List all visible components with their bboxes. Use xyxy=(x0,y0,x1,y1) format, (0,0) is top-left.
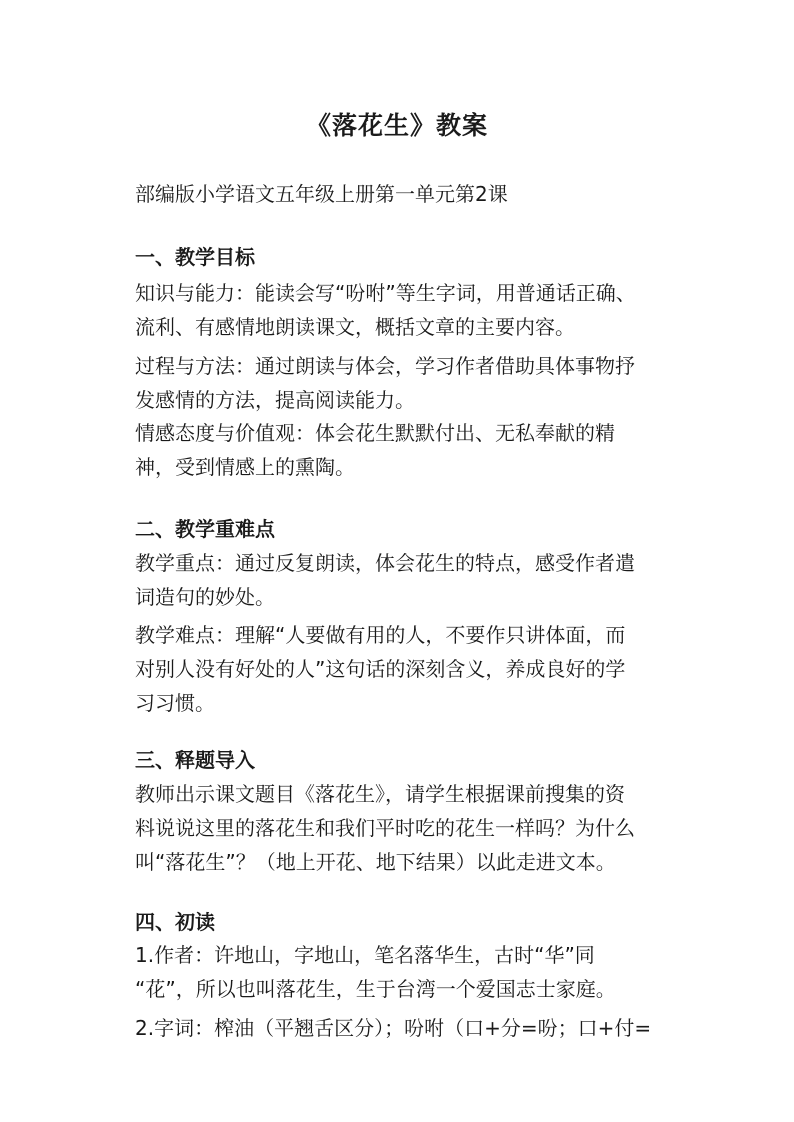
text-line: 教学难点：理解“人要做有用的人，不要作只讲体面，而 xyxy=(135,623,626,647)
text-line: 叫“落花生”？（地上开花、地下结果）以此走进文本。 xyxy=(135,850,616,874)
text-line: 知识与能力：能读会写“吩咐”等生字词，用普通话正确、 xyxy=(135,281,636,305)
section-heading-first-reading: 四、初读 xyxy=(135,910,215,934)
document-title: 《落花生》教案 xyxy=(305,111,488,140)
text-line: 2.字词：榨油（平翘舌区分）；吩咐（口+分=吩；口+付= xyxy=(135,1016,652,1040)
paragraph-vocabulary xyxy=(135,1011,705,1045)
text-line: 情感态度与价值观：体会花生默默付出、无私奉献的精 xyxy=(135,421,615,445)
paragraph-emotion-values xyxy=(135,416,705,484)
text-line: 词造句的妙处。 xyxy=(135,585,275,609)
text-line: 过程与方法：通过朗读与体会，学习作者借助具体事物抒 xyxy=(135,354,635,378)
paragraph-author xyxy=(135,938,705,1006)
text-line: 教学重点：通过反复朗读，体会花生的特点，感受作者遣 xyxy=(135,551,635,575)
text-line: 神，受到情感上的熏陶。 xyxy=(135,455,355,479)
text-line: 料说说这里的落花生和我们平时吃的花生一样吗？为什么 xyxy=(135,816,635,840)
section-heading-key-points: 二、教学重难点 xyxy=(135,517,275,541)
paragraph-difficulty xyxy=(135,618,705,720)
text-line: “花”，所以也叫落花生，生于台湾一个爱国志士家庭。 xyxy=(135,977,616,1001)
section-heading-objectives: 一、教学目标 xyxy=(135,245,255,269)
text-line: 习习惯。 xyxy=(135,691,215,715)
document-subtitle: 部编版小学语文五年级上册第一单元第2课 xyxy=(135,182,508,206)
paragraph-knowledge-ability xyxy=(135,276,705,344)
text-line: 教师出示课文题目《落花生》，请学生根据课前搜集的资 xyxy=(135,782,625,806)
section-heading-introduction: 三、释题导入 xyxy=(135,748,255,772)
text-line: 发感情的方法，提高阅读能力。 xyxy=(135,388,415,412)
paragraph-introduction xyxy=(135,777,705,879)
paragraph-process-method xyxy=(135,349,705,417)
text-line: 1.作者：许地山，字地山，笔名落华生，古时“华”同 xyxy=(135,943,595,967)
text-line: 流利、有感情地朗读课文，概括文章的主要内容。 xyxy=(135,315,575,339)
text-line: 对别人没有好处的人”这句话的深刻含义，养成良好的学 xyxy=(135,657,626,681)
paragraph-key-focus xyxy=(135,546,705,614)
